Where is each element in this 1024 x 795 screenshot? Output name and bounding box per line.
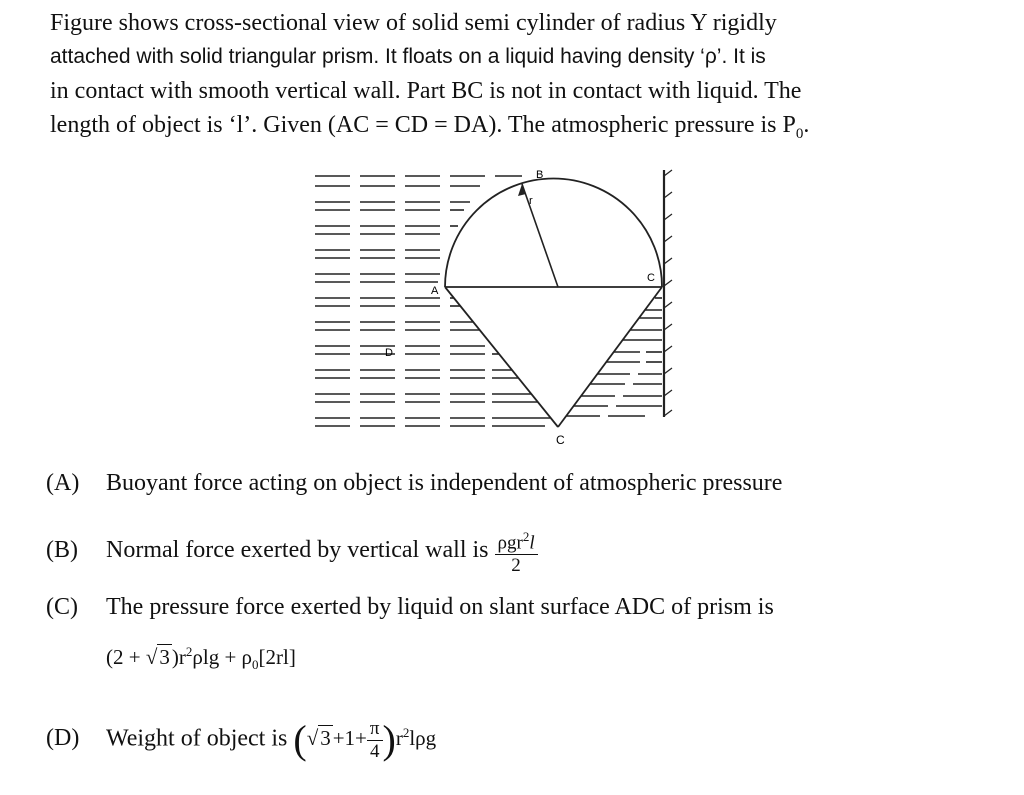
option-d-tail: lρg	[409, 726, 437, 751]
option-c-mid: ρlg + ρ	[192, 645, 253, 669]
option-d-pi: π	[367, 718, 383, 741]
option-d-formula: (√3+1+ $\frac{\pi}{4}$ )$r^2l\rho g$	[293, 717, 437, 763]
question-line-4-text: length of object is ‘l’. Given (AC = CD = DA). The atmospheric pressure is P	[50, 112, 796, 138]
option-c-r: r	[178, 645, 186, 669]
option-b-fraction	[495, 526, 538, 577]
figure-diagram	[300, 162, 690, 452]
option-d-four: 4	[369, 741, 380, 762]
option-d[interactable]	[46, 718, 436, 763]
option-c-text: The pressure force exerted by liquid on slant surface ADC of prism is	[106, 594, 774, 620]
option-d-root: 3	[320, 726, 331, 751]
option-d-r-sup: 2	[402, 725, 410, 741]
label-c-top: C	[647, 272, 655, 284]
option-b-den: 2	[511, 555, 521, 577]
option-c-r-sup: 2	[185, 644, 193, 659]
option-b[interactable]	[46, 526, 538, 577]
option-c[interactable]	[46, 594, 774, 621]
option-c-sub: 0	[252, 657, 259, 673]
option-c-open: (2 +	[106, 645, 146, 669]
option-c-formula	[106, 644, 296, 673]
question-line-1: Figure shows cross-sectional view of solid semi cylinder of radius Y rigidly	[50, 10, 777, 36]
option-c-sqrt: √3	[145, 645, 170, 669]
option-b-num-end: l	[529, 532, 535, 554]
option-d-label: (D)	[46, 725, 80, 752]
question-text	[50, 6, 980, 151]
question-line-4	[50, 108, 980, 151]
label-c-bottom: C	[556, 433, 565, 447]
label-r: r	[529, 195, 533, 207]
question-line-2: attached with solid triangular prism. It floats on a liquid having density ‘ρ’. It is	[50, 45, 766, 68]
option-d-text: Weight of object is	[106, 725, 288, 752]
pressure-subscript: 0	[795, 125, 804, 142]
question-line-4-end: .	[803, 112, 810, 138]
option-d-r: r	[395, 726, 403, 751]
option-c-label: (C)	[46, 594, 78, 620]
label-a: A	[431, 285, 439, 297]
question-line-3: in contact with smooth vertical wall. Part BC is not in contact with liquid. The	[50, 78, 802, 104]
label-b: B	[536, 169, 544, 181]
option-d-plus: +1+	[332, 726, 367, 751]
option-a-label: (A)	[46, 470, 80, 496]
wall-hatch	[664, 170, 672, 416]
label-d: D	[385, 347, 393, 359]
option-c-end: [2rl]	[258, 645, 296, 669]
option-d-fraction	[367, 718, 383, 763]
option-b-label: (B)	[46, 537, 78, 564]
option-c-close: )	[171, 645, 179, 669]
option-d-sqrt: √3	[306, 726, 331, 751]
option-a-text: Buoyant force acting on object is independent of atmospheric pressure	[106, 470, 783, 496]
option-b-text: Normal force exerted by vertical wall is	[106, 537, 489, 564]
option-b-num: ρgr	[497, 532, 523, 554]
option-a[interactable]	[46, 470, 782, 497]
option-b-num-sup: 2	[522, 529, 530, 544]
option-c-root: 3	[159, 645, 170, 669]
